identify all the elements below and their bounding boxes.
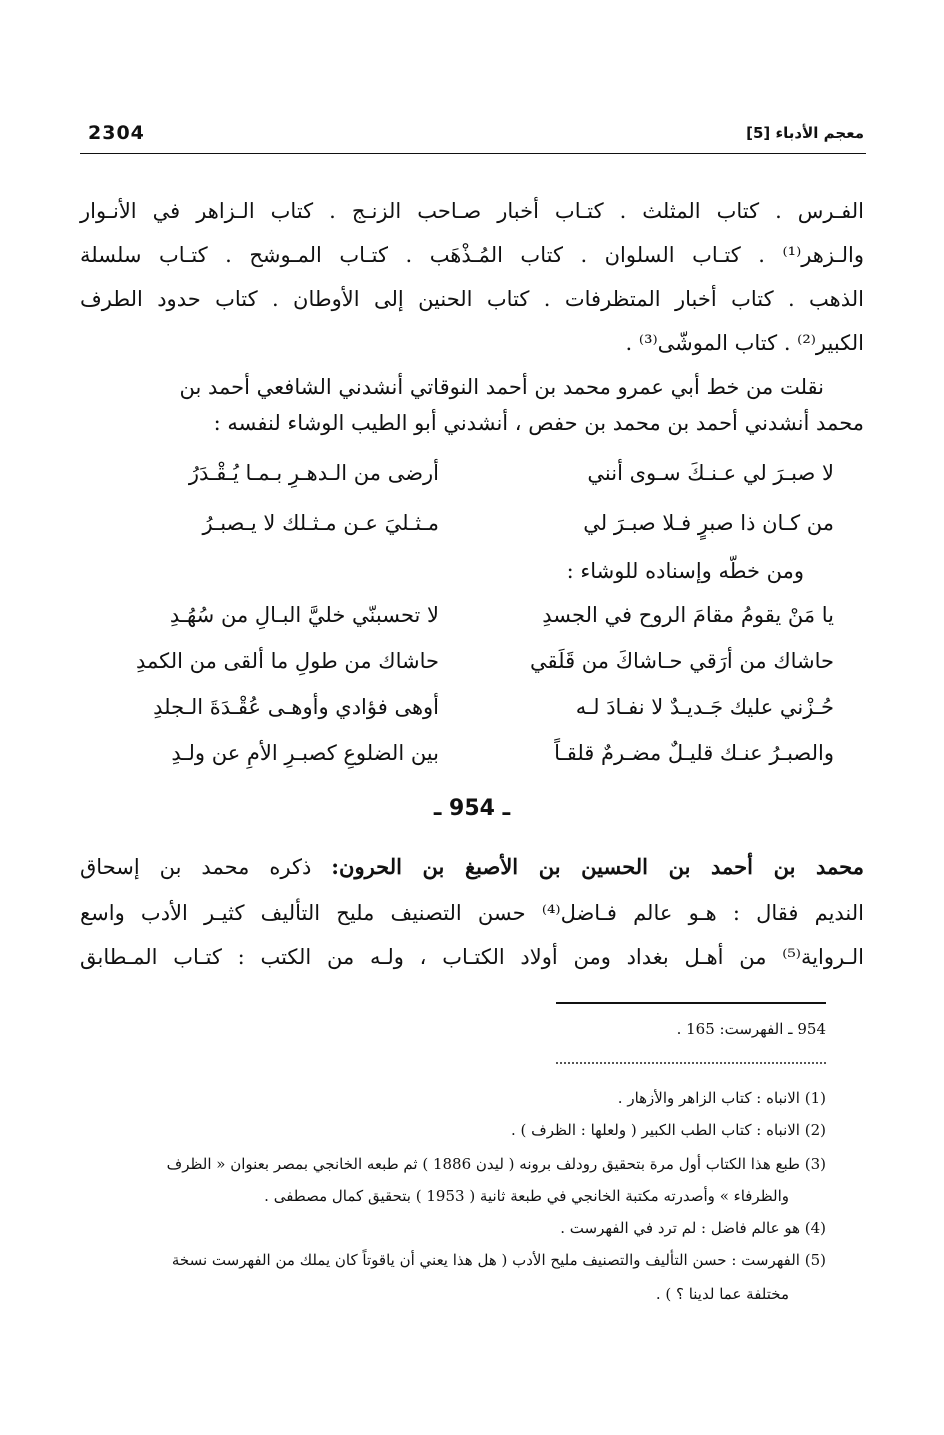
footnote: (2) الانباه : كتاب الطب الكبير ( ولعلها : الظرف ) .: [511, 1121, 826, 1139]
footnote-rule: [556, 1002, 826, 1004]
verse-second-hemistich: بين الضلوعِ كصبـرِ الأمِ عن ولـدِ: [171, 741, 439, 765]
entry-name: محمد بن أحمد بن الحسين بن الأصبغ بن الحرون:: [331, 854, 864, 879]
verse-first-hemistich: لا صبـرَ لي عـنـكَ سـوى أنني: [587, 461, 834, 485]
page-number: 2304: [88, 122, 145, 144]
verse-first-hemistich: حُـزْني عليك جَـديـدٌ لا نفـادَ لـه: [575, 695, 834, 719]
verse-first-hemistich: والصبـرُ عنـك قليـلٌ مضـرمٌ قلقـاً: [554, 741, 834, 765]
body-line: والـزهر⁽¹⁾ . كتـاب السلوان . كتاب المُـذْهَب . كتـاب المـوشح . كتـاب سلسلة: [80, 243, 864, 267]
footnote: (3) طبع هذا الكتاب أول مرة بتحقيق رودلف برونه ( ليدن 1886 ) ثم طبعه الخانجي بمصر بعنوان « الظرف: [166, 1155, 826, 1173]
footnote-continuation: والظرفاء » وأصدرته مكتبة الخانجي في طبعة ثانية ( 1953 ) بتحقيق كمال مصطفى .: [264, 1187, 789, 1205]
verse-second-hemistich: لا تحسبنّي خليَّ البـالِ من سُهُـدِ: [169, 603, 439, 627]
body-line: الذهب . كتاب أخبار المتظرفات . كتاب الحنين إلى الأوطان . كتاب حدود الطرف: [80, 287, 864, 311]
verse-first-hemistich: يا مَنْ يقومُ مقامَ الروح في الجسدِ: [542, 603, 834, 627]
verse-second-hemistich: أرضى من الـدهـرِ بـمـا يُـقْـدَرُ: [188, 461, 439, 485]
entry-first-line: [80, 852, 864, 882]
footnote: (5) الفهرست : حسن التأليف والتصنيف مليح الأدب ( هل هذا يعني أن ياقوتاً كان يملك من الفهرست نسخة: [171, 1251, 826, 1269]
footnote: (1) الانباه : كتاب الزاهر والأزهار .: [617, 1089, 826, 1107]
verse-first-hemistich: من كـان ذا صبرٍ فـلا صبـرَ لي: [583, 511, 834, 535]
entry-number: ـ 954 ـ: [433, 796, 511, 821]
body-line: الكبير⁽²⁾ . كتاب الموشّى⁽³⁾ .: [625, 331, 864, 355]
poem-intro: ومن خطّه وإسناده للوشاء :: [566, 559, 804, 583]
body-line: الـرواية⁽⁵⁾ من أهـل بغداد ومن أولاد الكتـاب ، ولـه من الكتب : كتـاب المـطابق: [80, 945, 864, 969]
header-rule: [80, 153, 866, 154]
body-line: نقلت من خط أبي عمرو محمد بن أحمد النوقاتي أنشدني الشافعي أحمد بن: [179, 375, 824, 399]
entry-text: ذكره محمد بن إسحاق: [80, 855, 312, 879]
running-title: معجم الأدباء [5]: [746, 124, 864, 142]
verse-second-hemistich: حاشاك من طولِ ما ألقى من الكمدِ: [135, 649, 439, 673]
verse-second-hemistich: أوهى فؤادي وأوهـى عُقْـدَةَ الـجلدِ: [153, 695, 439, 719]
body-line: النديم فقال : هـو عالم فـاضل⁽⁴⁾ حسن التصنيف مليح التأليف كثيـر الأدب واسع: [80, 901, 865, 925]
footnote: (4) هو عالم فاضل : لم ترد في الفهرست .: [560, 1219, 826, 1237]
dotted-separator: [556, 1062, 826, 1064]
verse-first-hemistich: حاشاك من أرَقي حـاشاكَ من قَلَقي: [530, 649, 834, 673]
source-reference: 954 ـ الفهرست: 165 .: [676, 1020, 826, 1038]
footnote-continuation: مختلفة عما لدينا ؟ ) .: [655, 1285, 789, 1303]
verse-second-hemistich: مـثـليَ عـن مـثـلك لا يـصبـرُ: [202, 511, 439, 535]
body-line: محمد أنشدني أحمد بن محمد بن حفص ، أنشدني أبو الطيب الوشاء لنفسه :: [213, 411, 864, 435]
body-line: الفـرس . كتاب المثلث . كتـاب أخبار صـاحب الزنـج . كتاب الـزاهر في الأنـوار: [80, 199, 864, 223]
